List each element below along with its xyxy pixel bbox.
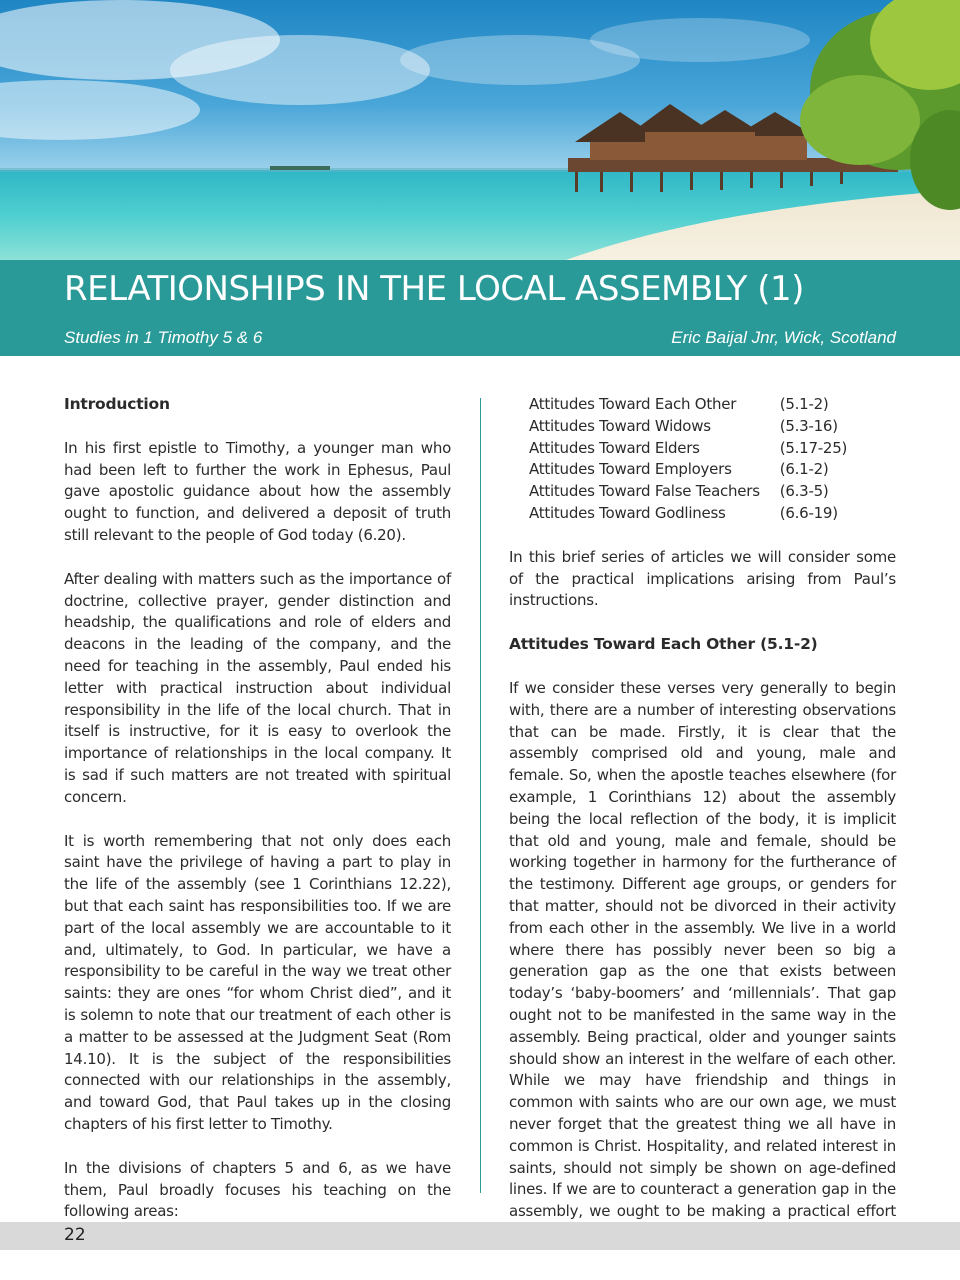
list-item (529, 438, 847, 460)
list-item (529, 481, 847, 503)
area-label: Attitudes Toward Godliness (529, 503, 726, 522)
intro-paragraph: In this brief series of articles we will consider some of the practical implications arising from Paul’s instructions. (509, 547, 896, 610)
area-ref: (6.6-19) (779, 503, 838, 522)
area-ref: (6.3-5) (779, 482, 829, 501)
area-label: Attitudes Toward Each Other (529, 395, 737, 413)
paragraph: In his first epistle to Timothy, a younger man who had been left to further the work in Ephesus, Paul gave apostolic guidance about how the assembly ought to function, and delivered a deposit of truth still relevant to the people of God today (6.20). (64, 438, 451, 544)
list-item (529, 503, 847, 525)
area-label: Attitudes Toward Elders (529, 438, 700, 457)
article-author: Eric Baijal Jnr, Wick, Scotland (671, 328, 896, 347)
area-ref: (5.1-2) (779, 395, 829, 413)
area-label: Attitudes Toward Employers (529, 460, 732, 479)
area-ref: (6.1-2) (779, 460, 829, 479)
column-divider (480, 398, 481, 1193)
area-ref: (5.17-25) (779, 438, 848, 457)
paragraph: After dealing with matters such as the importance of doctrine, collective prayer, gender distinction and headship, the qualifications and role of elders and deacons in the leading of the company, and the need for teaching in the assembly, Paul ended his letter with practical instruction about individual responsibility in the life of the local church. That in itself is instructive, for it is easy to overlook the importance of relationships in the local company. It is sad if such matters are not treated with spiritual concern. (64, 569, 451, 806)
article-subtitle: Studies in 1 Timothy 5 & 6 (64, 328, 263, 347)
page-number: 22 (64, 1225, 86, 1245)
paragraph: If we consider these verses very generally to begin with, there are a number of interesting observations that can be made. Firstly, it is clear that the assembly comprised old and young, male and female. So, when the apostle teaches elsewhere (for example, 1 Corinthians 12) about the assembly being the local reflection of the body, it is implicit that old and young, male and female, should be working together in harmony for the furtherance of the testimony. Different age groups, or genders for that matter, should not be divorced in their activity from each other in the assembly. We live in a world where there has possibly never been so big a generation gap as the one that exists between today’s ‘baby-boomers’ and ‘millennials’. That gap ought not to be manifested in the same way in the assembly. Being practical, older and younger saints should show an interest in the welfare of each other. While we may have friendship and things in common with saints who are our own age, we must never forget that the greatest thing we all have in common is Christ. Hospitality, and related interest in saints, should not simply be shown on age-defined lines. If we are to counteract a generation gap in the assembly, we ought to be making a practical effort (509, 678, 896, 1221)
page-footer (0, 1222, 960, 1250)
paragraph: It is worth remembering that not only does each saint have the privilege of having a part to play in the life of the assembly (see 1 Corinthians 12.22), but that each saint has responsibilities too. If we are part of the local assembly we are accountable to it and, ultimately, to God. In particular, we have a responsibility to be careful in the way we treat other saints: they are ones “for whom Christ died”, and it is solemn to note that our treatment of each other is a matter to be assessed at the Judgment Seat (Rom 14.10). It is the subject of the responsibilities connected with our relationships in the assembly, and toward God, that Paul takes up in the closing chapters of his first letter to Timothy. (64, 831, 451, 1133)
beach-bungalow-image (0, 0, 960, 262)
area-ref: (5.3-16) (779, 416, 838, 435)
areas-list (529, 394, 847, 525)
list-item (529, 416, 847, 438)
list-item (529, 394, 847, 416)
right-column (509, 394, 896, 1267)
hero-image (0, 0, 960, 262)
section-heading-introduction: Introduction (64, 395, 170, 413)
area-label: Attitudes Toward Widows (529, 416, 711, 435)
article-title: RELATIONSHIPS IN THE LOCAL ASSEMBLY (1) (64, 269, 804, 309)
list-item (529, 459, 847, 481)
title-band (0, 260, 960, 356)
paragraph: In the divisions of chapters 5 and 6, as we have them, Paul broadly focuses his teaching on the following areas: (64, 1158, 451, 1221)
section-heading-each-other: Attitudes Toward Each Other (5.1-2) (509, 635, 818, 654)
left-column (64, 394, 451, 1245)
area-label: Attitudes Toward False Teachers (529, 482, 760, 501)
